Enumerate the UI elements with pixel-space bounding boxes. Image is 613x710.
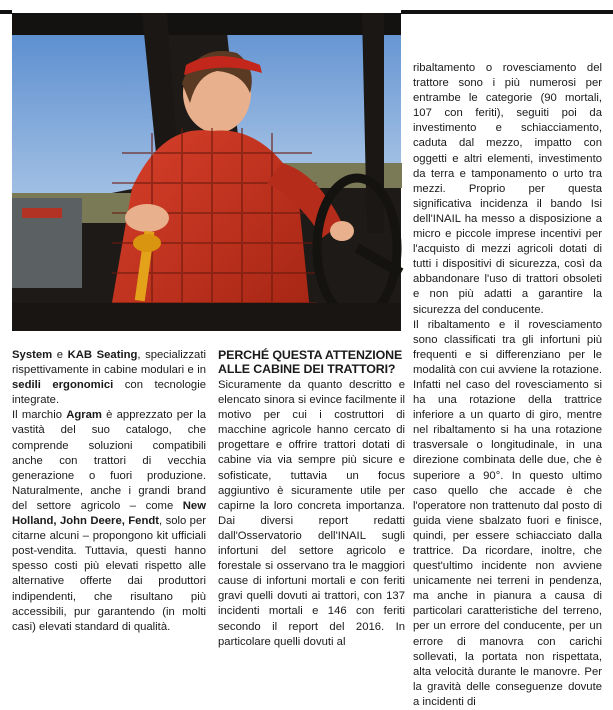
top-rule-left bbox=[0, 10, 12, 14]
top-rule-right bbox=[401, 10, 613, 14]
paragraph: Il ribaltamento e il rovesciamento sono classificati tra gli infortuni più frequenti e si differenziano per le modalità con cui avviene la rotazione. Infatti nel caso del rovesciamento si ha una rotazione della trattrice inferiore a un quarto di giro, mentre nel ribaltamento si ha una rotazione trasversale o longitudinale, in una direzione combinata delle due, che è superiore a 90°. In questo ultimo caso quello che accade è che l'operatore non trattenuto dal posto di guida viene sbalzato fuori e finisce, quindi, per essere schiacciato dalla trattrice. Da ricordare, inoltre, che quest'ultimo incidente non avviene unicamente nei terreni in pendenza, ma anche in pianura a causa di particolari caratteristiche del terreno, per un errore del conducente, per un errore di manovra con carichi sollevati, la portata non rispettata, alta velocità durante le manovre. Per la gravità delle conseguenze dovute a incidenti di bbox=[413, 318, 602, 708]
column-2 bbox=[218, 348, 405, 650]
tractor-cab-photo bbox=[12, 13, 401, 331]
column-3 bbox=[413, 61, 602, 710]
bold-term: System bbox=[12, 349, 53, 361]
paragraph bbox=[12, 348, 206, 408]
text-run: e bbox=[52, 349, 68, 361]
text-run: , specializzati rispettivamente in cabine modulari e in bbox=[12, 349, 206, 377]
text-run: , solo per citarne alcuni – propongono kit ufficiali post-vendita. Tuttavia, questi hanno spesso costi più elevati rispetto alle alternative offerte dai produttori indipendenti, che risultano più accessibili, pur garantendo (in molti casi) elevati standard di qualità. bbox=[12, 515, 207, 633]
section-heading: PERCHÉ QUESTA ATTENZIONE ALLE CABINE DEI TRATTORI? bbox=[218, 348, 403, 376]
bold-term: KAB Seating bbox=[67, 349, 138, 361]
photo-illustration bbox=[12, 13, 401, 331]
paragraph: ribaltamento o rovesciamento del trattore sono i più numerosi per entrambe le categorie (90 mortali, 107 con feriti), seguiti poi da investimento e schiacciamento, caduta dal mezzo, impatto con oggetti e altri elementi, investimento da terra e tamponamento o urto tra mezzi. Proprio per questa significativa incidenza il bando Isi dell'INAIL ha messo a disposizione a micro e piccole imprese incentivi per l'acquisto di mezzi agricoli dotati di tutti i dispositivi di sicurezza, così da abbandonare l'uso di trattori obsoleti e non più adatti a garantire la sicurezza del conducente. bbox=[413, 62, 602, 316]
paragraph: Sicuramente da quanto descritto e elencato sinora si evince facilmente il motivo per cui i costruttori di macchine agricole hanno cercato di progettare e offrire trattori dotati di cabine via via sempre più sicure e sofisticate, tuttavia un focus aggiuntivo è sicuramente utile per capirne la loro concreta importanza. Dai diversi report redatti dall'Osservatorio dell'INAIL sugli infortuni del settore agricolo e forestale si osservano tra le maggiori cause di infortuni mortali e con feriti gravi quelli dovuti ai trattori, con 137 incidenti mortali e 146 con feriti secondo il report del 2016. In particolare quelli dovuti al bbox=[218, 379, 405, 648]
paragraph bbox=[12, 408, 206, 634]
text-run: Il marchio bbox=[12, 409, 67, 422]
bold-term: sedili ergonomici bbox=[12, 379, 114, 392]
bold-term: Agram bbox=[66, 409, 102, 422]
text-run: con tecnologie integrate. bbox=[12, 379, 206, 407]
bold-term: New Holland, John Deere, Fendt bbox=[12, 499, 206, 528]
column-1 bbox=[12, 348, 206, 635]
text-run: è apprezzato per la vastità del suo catalogo, che comprende soluzioni compatibili anche con trattori di vecchia generazione o fuori produzione. Naturalmente, anche i grandi brand del settore agricolo – come bbox=[12, 409, 206, 512]
